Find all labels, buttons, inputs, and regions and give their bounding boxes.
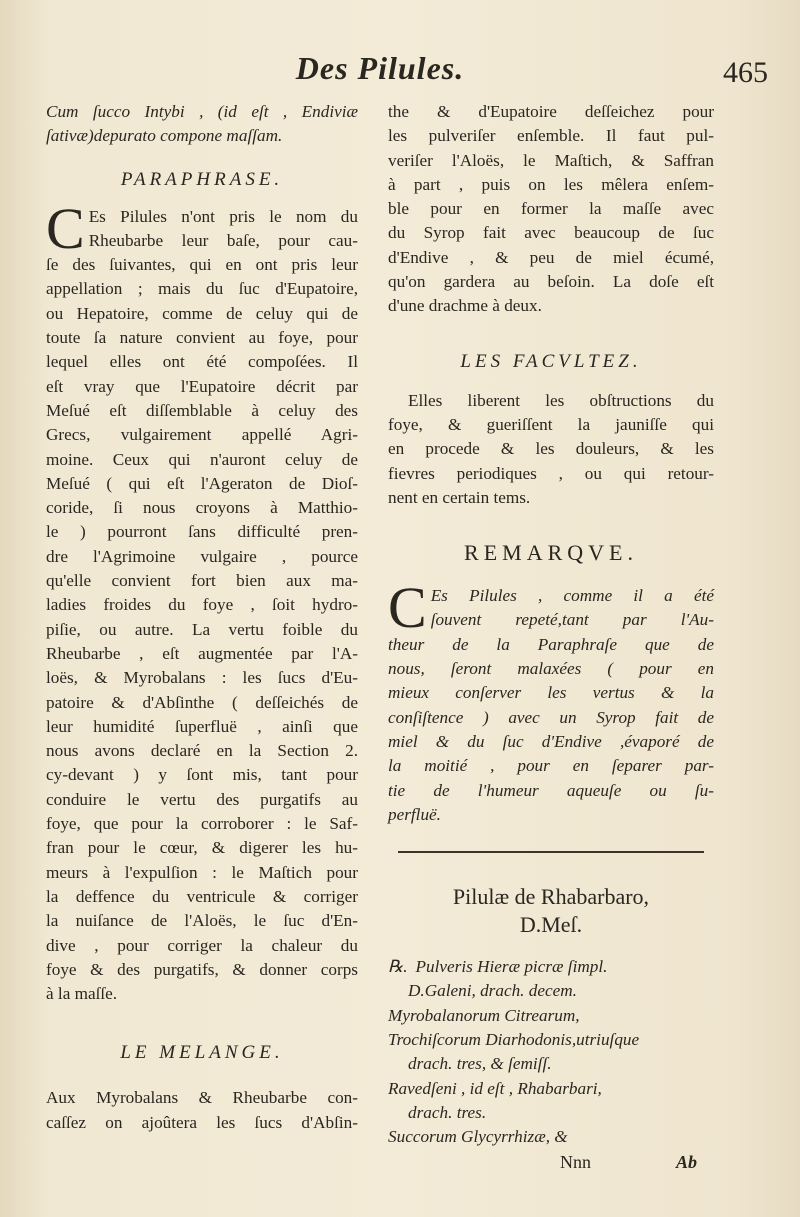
left-column xyxy=(46,100,358,1135)
text-line: ſativæ)depurato compone maſſam. xyxy=(46,126,283,146)
text-line: lequel elles ont été compoſées. Il xyxy=(46,352,358,372)
signature-mark: Nnn xyxy=(560,1152,591,1172)
text-line: foye & des purgatifs, & donner corps xyxy=(46,959,358,979)
intro-text xyxy=(46,100,358,149)
text-line: dive , pour corriger la chaleur du xyxy=(46,935,358,955)
text-line: Elles liberent les obſtructions du xyxy=(408,390,714,410)
text-line: toute ſa nature convient au foye, pour xyxy=(46,328,358,348)
text-line: cy-devant ) y ſont mis, tant pour xyxy=(46,765,358,785)
text-line: Es Pilules n'ont pris le nom du xyxy=(88,206,358,226)
catchword: Ab xyxy=(676,1152,698,1172)
text-line: en procede & les douleurs, & les xyxy=(388,439,714,459)
text-line: à part , puis on les mêlera enſem- xyxy=(388,174,714,194)
text-line: Es Pilules , comme il a été xyxy=(430,586,714,606)
recipe-line: drach. tres. xyxy=(408,1102,487,1122)
text-line: conduire le vertu des purgatifs au xyxy=(46,789,358,809)
text-line: la nuiſance de l'Aloës, le ſuc d'En- xyxy=(46,911,358,931)
text-line: nous avons declaré en la Section 2. xyxy=(46,741,358,761)
text-line: leur humidité ſuperfluë , ainſi que xyxy=(46,716,358,736)
text-line: du Syrop fait avec beaucoup de ſuc xyxy=(388,223,714,243)
recipe-ingredient: Pulveris Hieræ picræ ſimpl. xyxy=(415,957,608,977)
text-line: la moitié , pour en ſeparer par- xyxy=(388,756,714,776)
paraphrase-heading: PARAPHRASE. xyxy=(120,168,284,190)
text-line: ble pour en former la maſſe avec xyxy=(388,199,714,219)
text-line: Cum ſucco Intybi , (id eſt , Endiviæ xyxy=(46,102,358,121)
right-column xyxy=(388,100,714,1150)
page-header xyxy=(0,50,800,94)
text-line: qu'elle convient fort bien aux ma- xyxy=(46,571,358,591)
text-line: mieux conſerver les vertus & la xyxy=(388,683,714,703)
facultez-heading: LES FACVLTEZ. xyxy=(460,350,642,372)
melange-paragraph xyxy=(46,1086,358,1135)
text-line: d'Endive , & peu de miel écumé, xyxy=(388,247,714,267)
text-line: nous, ſeront malaxées ( pour en xyxy=(388,659,714,679)
text-line: perfluë. xyxy=(388,804,441,824)
text-line: the & d'Eupatoire deſſeichez pour xyxy=(388,102,714,121)
recipe-line: Succorum Glycyrrhizæ, & xyxy=(388,1127,568,1147)
paraphrase-paragraph xyxy=(46,195,358,1007)
text-line: fievres periodiques , ou qui retour- xyxy=(388,463,714,483)
text-line: le ) pourront ſans difficulté pren- xyxy=(46,522,358,542)
text-line: ladies froides du foye , ſoit hydro- xyxy=(46,595,358,615)
recipe-line: drach. tres, & ſemiſſ. xyxy=(408,1054,552,1074)
text-line: Meſué ( qui eſt l'Ageraton de Dioſ- xyxy=(46,473,358,493)
recipe-line xyxy=(388,955,714,979)
text-line: loës, & Myrobalans : les ſucs d'Eu- xyxy=(46,668,358,688)
text-line: appellation ; mais du ſuc d'Eupatoire, xyxy=(46,279,358,299)
text-line: veriſer l'Aloës, le Maſtich, & Saffran xyxy=(388,150,714,170)
text-line: moine. Ceux qui n'auront celuy de xyxy=(46,449,358,469)
melange-heading: LE MELANGE. xyxy=(120,1042,284,1064)
text-line: Rheubarbe , eſt augmentée par l'A- xyxy=(46,643,358,663)
recipe-line: Trochiſcorum Diarhodonis,utriuſque xyxy=(388,1030,640,1050)
recipe-line: Ravedſeni , id eſt , Rhabarbari, xyxy=(388,1078,602,1098)
text-line: les pulveriſer enſemble. Il faut pul- xyxy=(388,126,714,146)
text-line: la deffence du ventricule & corriger xyxy=(46,886,358,906)
recipe-title: Pilulæ de Rhabarbaro, xyxy=(452,884,650,910)
recipe-line: D.Galeni, drach. decem. xyxy=(408,981,577,1001)
text-line: miel & du ſuc d'Endive ,évaporé de xyxy=(388,731,714,751)
text-line: coride, ſi nous croyons à Matthio- xyxy=(46,498,358,518)
drop-cap: C xyxy=(388,575,427,641)
text-line: à la maſſe. xyxy=(46,984,118,1004)
text-line: conſiſtence ) avec un Syrop fait de xyxy=(388,707,714,727)
running-title: Des Pilules. xyxy=(295,50,465,86)
remarque-heading: REMARQVE. xyxy=(464,540,638,566)
text-line: tie de l'humeur aqueuſe ou ſu- xyxy=(388,780,714,800)
section-divider xyxy=(398,851,704,853)
text-line: eſt vray que l'Eupatoire décrit par xyxy=(46,376,358,396)
text-line: ſe des ſuivantes, qui en ont pris leur xyxy=(46,255,358,275)
melange-continuation xyxy=(388,100,714,319)
text-line: Aux Myrobalans & Rheubarbe con- xyxy=(46,1088,358,1108)
text-line: ou Hepatoire, comme de celuy qui de xyxy=(46,303,358,323)
text-line: d'une drachme à deux. xyxy=(388,296,542,316)
text-line: theur de la Paraphraſe que de xyxy=(388,634,714,654)
text-line: meurs à l'expulſion : le Maſtich pour xyxy=(46,862,358,882)
text-line: Meſué eſt diſſemblable à celuy des xyxy=(46,400,358,420)
text-line: Rheubarbe leur baſe, pour cau- xyxy=(88,230,358,250)
remarque-paragraph xyxy=(388,575,714,827)
text-line: dre l'Agrimoine vulgaire , pource xyxy=(46,546,358,566)
recipe-line: Myrobalanorum Citrearum, xyxy=(388,1005,580,1025)
page-number: 465 xyxy=(723,56,768,89)
recipe-list xyxy=(388,955,714,1149)
text-line: qu'on gardera au beſoin. La doſe eſt xyxy=(388,272,714,292)
text-line: piſie, ou autre. La vertu foible du xyxy=(46,619,358,639)
drop-cap: C xyxy=(46,195,85,261)
text-line: foye, & gueriſſent la jauniſſe qui xyxy=(388,414,714,434)
recipe-symbol: ℞. xyxy=(388,957,408,977)
text-line: Grecs, vulgairement appellé Agri- xyxy=(46,425,358,445)
text-line: foye, que pour la corroborer : le Saf- xyxy=(46,814,358,834)
text-line: caſſez on ajoûtera les ſucs d'Abſin- xyxy=(46,1112,358,1132)
text-line: patoire & d'Abſinthe ( deſſeichés de xyxy=(46,692,358,712)
text-line: fran pour le cœur, & digerer les hu- xyxy=(46,838,358,858)
facultez-paragraph xyxy=(388,389,714,510)
recipe-subtitle: D.Meſ. xyxy=(519,912,583,938)
text-line: nent en certain tems. xyxy=(388,487,531,507)
text-line: ſouvent repeté,tant par l'Au- xyxy=(430,610,714,630)
